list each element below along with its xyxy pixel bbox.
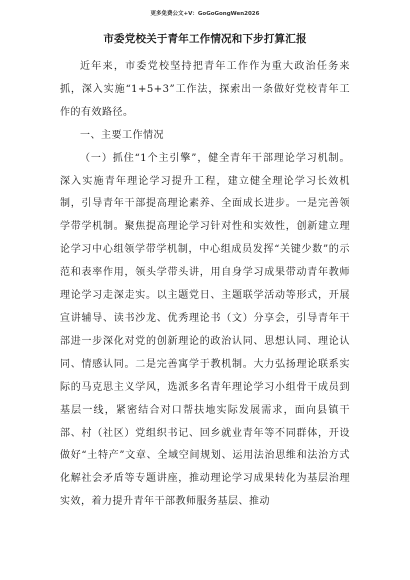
body-paragraph: （一）抓住“1个主引擎”，健全青年干部理论学习机制。深入实施青年理论学习提升工程，建立健全理论学习长效机制，引导青年干部提高理论素养、全面成长进步。一是完善领学带学机制。聚焦提高理论学习针对性和实效性，创新建立理论学习中心组领学带学机制，中心组成员发挥“关键少数”的示范和表率作用，领头学带头讲，用自身学习成果带动青年教师理论学习走深走实。以主题党日、主题联学活动等形式，开展宣讲辅导、读书沙龙、优秀理论书（文）分享会，引导青年干部进一步深化对党的创新理论的政治认同、思想认同、理论认同、情感认同。二是完善寓学于教机制。大力弘扬理论联系实际的马克思主义学风，选派多名青年理论学习小组骨干成员到基层一线，紧密结合对口帮扶地实际发展需求，面向县镇干部、村（社区）党组织书记、回乡就业青年等不同群体，开设做好“土特产”文章、全域空间规划、运用法治思维和法治方式化解社会矛盾等专题讲座，推动理论学习成果转化为基层治理实效，着力提升青年干部教师服务基层、推动 [60,152,350,508]
document-title: 市委党校关于青年工作情况和下步打算汇报 [103,33,307,45]
intro-paragraph: 近年来，市委党校坚持把青年工作作为重大政治任务来抓，深入实施“1+5+3”工作法，探索出一条做好党校青年工作的有效路径。 [60,61,350,118]
section-heading: 一、主要工作情况 [80,129,164,141]
header-note: 更多免费公文+V：GoGoGongWen2026 [150,11,260,17]
document-body [60,56,350,514]
